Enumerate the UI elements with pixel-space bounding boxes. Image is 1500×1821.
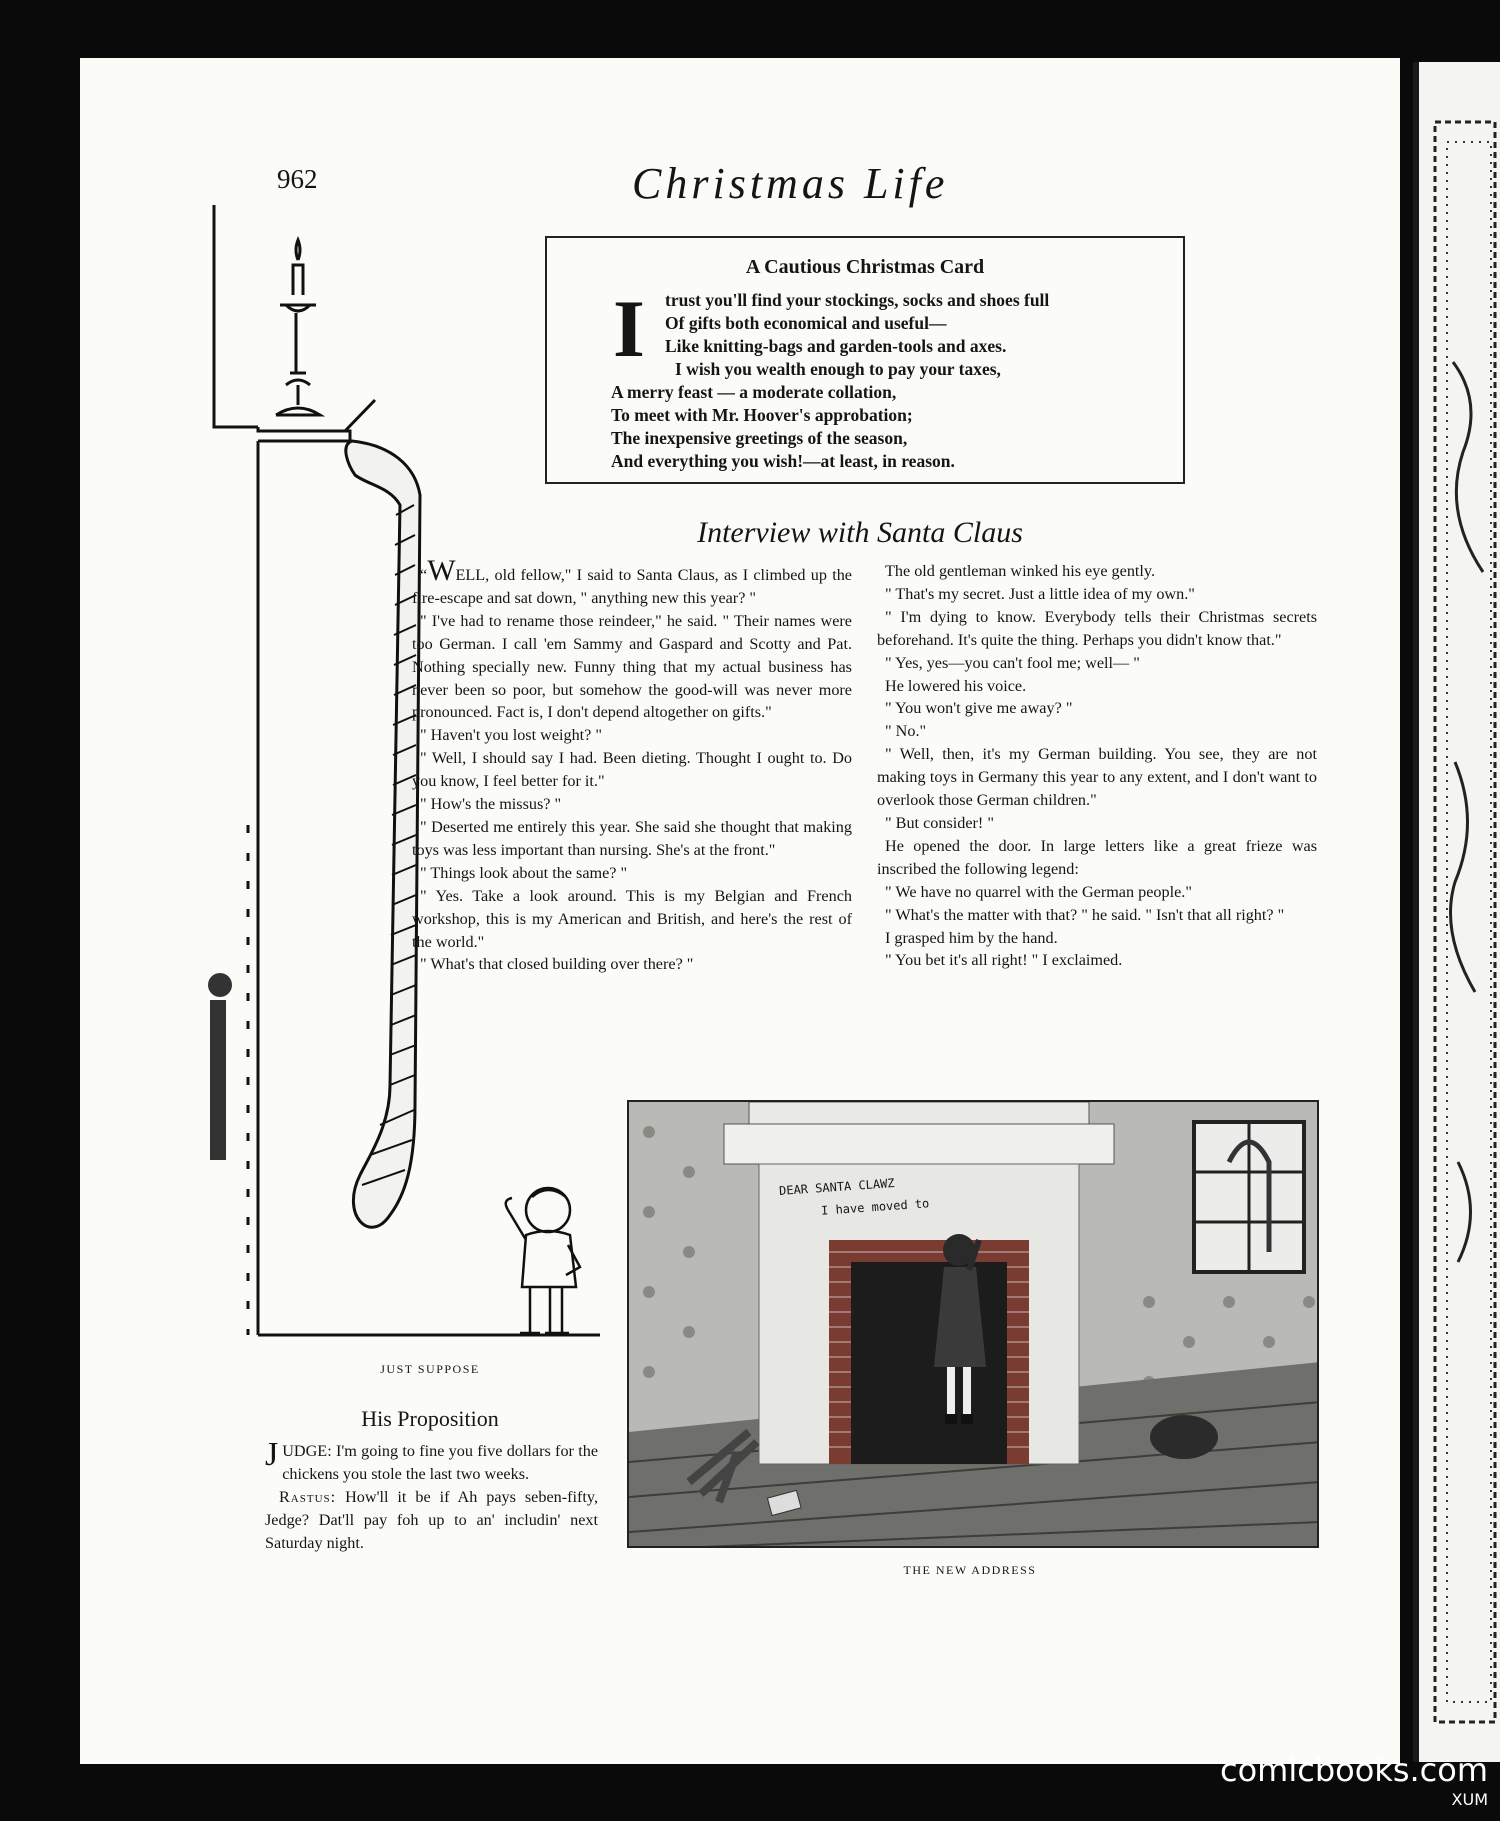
paragraph: " That's my secret. Just a little idea of my own." bbox=[885, 584, 1195, 603]
paragraph: " Yes, yes—you can't fool me; well— " bbox=[885, 653, 1140, 672]
note-line-1: DEAR SANTA CLAWZ bbox=[778, 1175, 895, 1199]
magazine-title: Christmas Life bbox=[632, 159, 949, 208]
paragraph: The old gentleman winked his eye gently. bbox=[885, 562, 1156, 580]
paragraph: " Haven't you lost weight? " bbox=[420, 726, 603, 745]
paragraph: " Yes. Take a look around. This is my Belgian and French workshop, this is my American and British, and here's the rest of the world." bbox=[412, 886, 852, 951]
paragraph: " You won't give me away? " bbox=[885, 699, 1073, 718]
new-address-photo bbox=[627, 1100, 1319, 1548]
paragraph: " But consider! " bbox=[885, 813, 994, 832]
photo-caption: THE NEW ADDRESS bbox=[903, 1563, 1037, 1577]
poem-line: To meet with Mr. Hoover's approbation; bbox=[611, 405, 913, 425]
paragraph: " You bet it's all right! " I exclaimed. bbox=[885, 951, 1123, 970]
paragraph: " What's that closed building over there? " bbox=[420, 955, 694, 974]
interview-column-2 bbox=[877, 560, 1317, 972]
illustration-caption: JUST SUPPOSE bbox=[380, 1362, 480, 1376]
drop-cap: W bbox=[427, 554, 456, 587]
poem-line: And everything you wish!—at least, in reason. bbox=[611, 451, 955, 471]
paragraph: " I'm dying to know. Everybody tells their Christmas secrets beforehand. It's quite the thing. Perhaps you didn't know that." bbox=[877, 607, 1317, 649]
note-line-2: I have moved to bbox=[820, 1196, 930, 1218]
interview-column-1 bbox=[412, 554, 852, 976]
judge-paragraph: JUDGE: I'm going to fine you five dollars for the chickens you stole the last two weeks. bbox=[265, 1436, 598, 1483]
child-drawing bbox=[506, 1188, 580, 1333]
page-number: 962 bbox=[277, 164, 318, 194]
proposition-text bbox=[265, 1436, 598, 1555]
adjacent-page-edge bbox=[1413, 62, 1500, 1762]
paragraph: " No." bbox=[885, 722, 927, 741]
paragraph: I grasped him by the hand. bbox=[885, 928, 1058, 947]
paragraph: " Things look about the same? " bbox=[420, 863, 628, 882]
drop-cap: J bbox=[265, 1436, 279, 1473]
paragraph: " Deserted me entirely this year. She said she thought that making toys was less important than nursing. She's at the front." bbox=[412, 817, 852, 859]
poem-line: Like knitting-bags and garden-tools and axes. bbox=[665, 336, 1007, 356]
speaker-name: Rastus: bbox=[279, 1487, 337, 1506]
poem-line: The inexpensive greetings of the season, bbox=[611, 428, 908, 448]
paragraph: He opened the door. In large letters like a great frieze was inscribed the following legend: bbox=[877, 836, 1317, 878]
paragraph: " How's the missus? " bbox=[420, 795, 562, 814]
poem-line: I wish you wealth enough to pay your taxes, bbox=[675, 359, 1001, 379]
rastus-paragraph: Rastus: How'll it be if Ah pays seben-fifty, Jedge? Dat'll pay foh up to an' includin' next Saturday night. bbox=[265, 1487, 598, 1552]
watermark-tag: XUM bbox=[1451, 1790, 1488, 1809]
poem-line: A merry feast — a moderate collation, bbox=[611, 382, 897, 402]
peeking-figure-drawing bbox=[208, 973, 232, 1160]
watermark bbox=[1219, 1751, 1488, 1815]
poem-box bbox=[545, 236, 1185, 484]
poem-drop-cap: I bbox=[613, 283, 645, 374]
watermark-site: comicbooks.com bbox=[1219, 1751, 1488, 1789]
poem-line: Of gifts both economical and useful— bbox=[665, 313, 947, 333]
paragraph: " Well, I should say I had. Been dieting. Thought I ought to. Do you know, I feel better for it." bbox=[412, 749, 852, 791]
paragraph: “WELL, old fellow," I said to Santa Claus, as I climbed up the fire-escape and sat down, " anything new this year? " bbox=[412, 554, 852, 607]
paragraph: " Well, then, it's my German building. You see, they are not making toys in Germany this year to any extent, and I don't want to overlook those German children." bbox=[877, 745, 1317, 810]
paragraph: He lowered his voice. bbox=[885, 676, 1027, 695]
proposition-title: His Proposition bbox=[361, 1406, 499, 1431]
stocking-drawing bbox=[346, 441, 420, 1227]
poem-line: trust you'll find your stockings, socks and shoes full bbox=[665, 290, 1050, 310]
paragraph: " I've had to rename those reindeer," he said. " Their names were too German. I call 'em Sammy and Gaspard and Scotty and Pat. Nothing specially new. Funny thing that my actual business has never been so poor, but somehow the good-will was never more pronounced. Fact is, I don't depend altogether on gifts." bbox=[412, 611, 852, 722]
poem-title: A Cautious Christmas Card bbox=[745, 256, 985, 278]
interview-title: Interview with Santa Claus bbox=[697, 516, 1023, 549]
paragraph: " What's the matter with that? " he said. " Isn't that all right? " bbox=[885, 905, 1285, 924]
paragraph: " We have no quarrel with the German people." bbox=[885, 882, 1192, 901]
